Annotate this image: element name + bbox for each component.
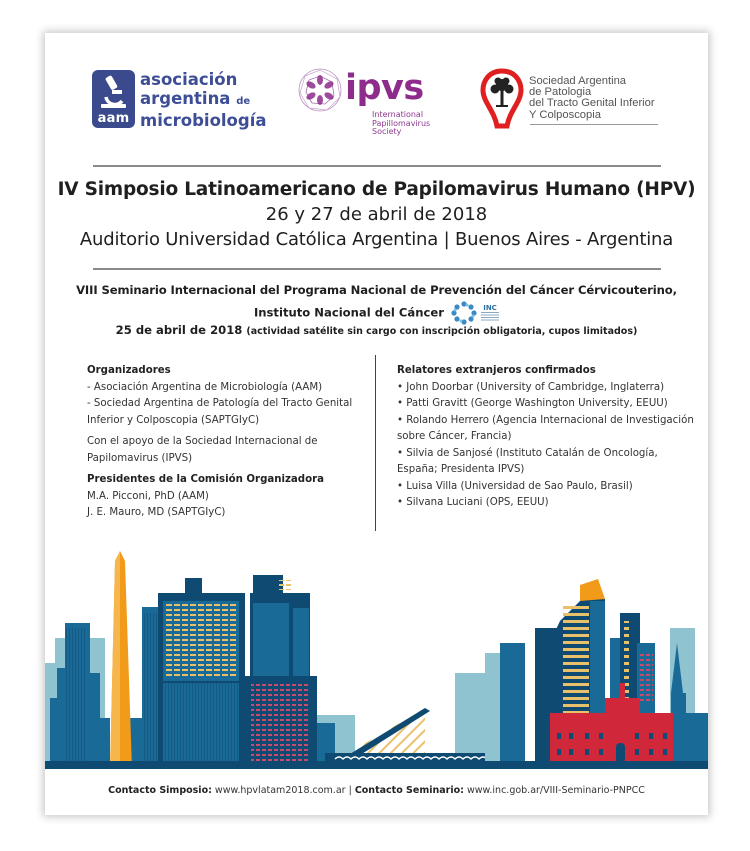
ipvs-sub-line-3: Society [372, 127, 402, 136]
sap-line-2: de Patologia [529, 86, 592, 99]
speaker-item: • Rolando Herrero (Agencia Internacional de Investigación sobre Cáncer, Francia) [397, 414, 694, 442]
ipvs-sub-line-1: International [372, 110, 424, 119]
organizers-heading: Organizadores [87, 365, 171, 376]
aam-logo-badge [92, 70, 135, 128]
poster-card [45, 33, 708, 815]
speaker-item: • Silvana Luciani (OPS, EEUU) [397, 497, 549, 508]
tree-lightbulb-icon [480, 68, 524, 130]
aam-logo-text [140, 70, 267, 130]
event-venue: Auditorio Universidad Católica Argentina | Buenos Aires - Argentina [79, 229, 674, 250]
ipvs-sub-line-2: Papillomavirus [372, 118, 431, 128]
ipvs-subtitle [372, 111, 430, 137]
aam-badge-label: aam [97, 111, 130, 126]
virus-sphere-icon [297, 67, 343, 113]
simposio-url-link[interactable]: www.hpvlatam2018.com.ar [214, 785, 346, 796]
speaker-item: • Silvia de Sanjosé (Instituto Catalán de Oncología, España; Presidenta IPVS) [397, 447, 658, 475]
seminar-date: 25 de abril de 2018 [115, 323, 243, 337]
organizers-column [87, 363, 372, 522]
seminar-institute-name: Instituto Nacional del Cáncer [253, 305, 444, 320]
inc-logo-label: INC [481, 305, 499, 322]
ipvs-wordmark: ipvs [345, 68, 424, 108]
aam-line-2-small: de [236, 96, 251, 107]
speakers-column [397, 363, 697, 512]
sap-underline [530, 124, 658, 125]
seminar-institute [45, 301, 708, 325]
seminario-url-link[interactable]: www.inc.gob.ar/VIII-Seminario-PNPCC [466, 785, 645, 796]
aam-line-1: asociación [140, 70, 238, 89]
organizer-item: - Sociedad Argentina de Patología del Tracto Genital Inferior y Colposcopia (SAPTGIyC) [87, 398, 353, 426]
organizer-item: - Asociación Argentina de Microbiología (AAM) [87, 381, 323, 393]
simposio-contact-label: Contacto Simposio: [108, 785, 212, 796]
speaker-item: • John Doorbar (University of Cambridge, Inglaterra) [397, 381, 665, 393]
sap-line-3: del Tracto Genital Inferior [529, 97, 655, 110]
seminar-title: VIII Seminario Internacional del Programa Nacional de Prevención del Cáncer Cérvicouterino, [76, 283, 677, 297]
footer-separator: | [348, 785, 352, 796]
speaker-item: • Luisa Villa (Universidad de Sao Paulo, Brasil) [397, 480, 633, 492]
seminario-contact-label: Contacto Seminario: [354, 785, 464, 796]
support-text: Con el apoyo de la Sociedad Internacional de Papilomavirus (IPVS) [87, 436, 318, 464]
bottom-divider [93, 268, 661, 270]
sap-line-1: Sociedad Argentina [529, 75, 627, 87]
microscope-icon [98, 75, 129, 111]
saptgiyc-logo-text [529, 76, 655, 121]
top-divider [93, 165, 661, 167]
buenos-aires-skyline-illustration [45, 543, 708, 769]
aam-line-2: argentina [140, 89, 231, 108]
president-item: J. E. Mauro, MD (SAPTGIyC) [87, 507, 226, 518]
seminar-note: (actividad satélite sin cargo con inscripción obligatoria, cupos limitados) [246, 326, 638, 337]
sap-line-4: Y Colposcopia [529, 108, 601, 121]
event-title: IV Simposio Latinoamericano de Papilomavirus Humano (HPV) [57, 179, 696, 200]
seminar-date-line [45, 323, 708, 337]
aam-line-3: microbiología [140, 111, 267, 130]
speaker-item: • Patti Gravitt (George Washington University, EEUU) [397, 398, 668, 409]
presidents-heading: Presidentes de la Comisión Organizadora [87, 474, 324, 485]
inc-flower-icon [451, 301, 477, 325]
speakers-heading: Relatores extranjeros confirmados [397, 365, 596, 376]
column-divider [375, 355, 376, 531]
president-item: M.A. Picconi, PhD (AAM) [87, 490, 209, 502]
contact-footer [45, 785, 708, 796]
event-dates: 26 y 27 de abril de 2018 [265, 204, 488, 225]
